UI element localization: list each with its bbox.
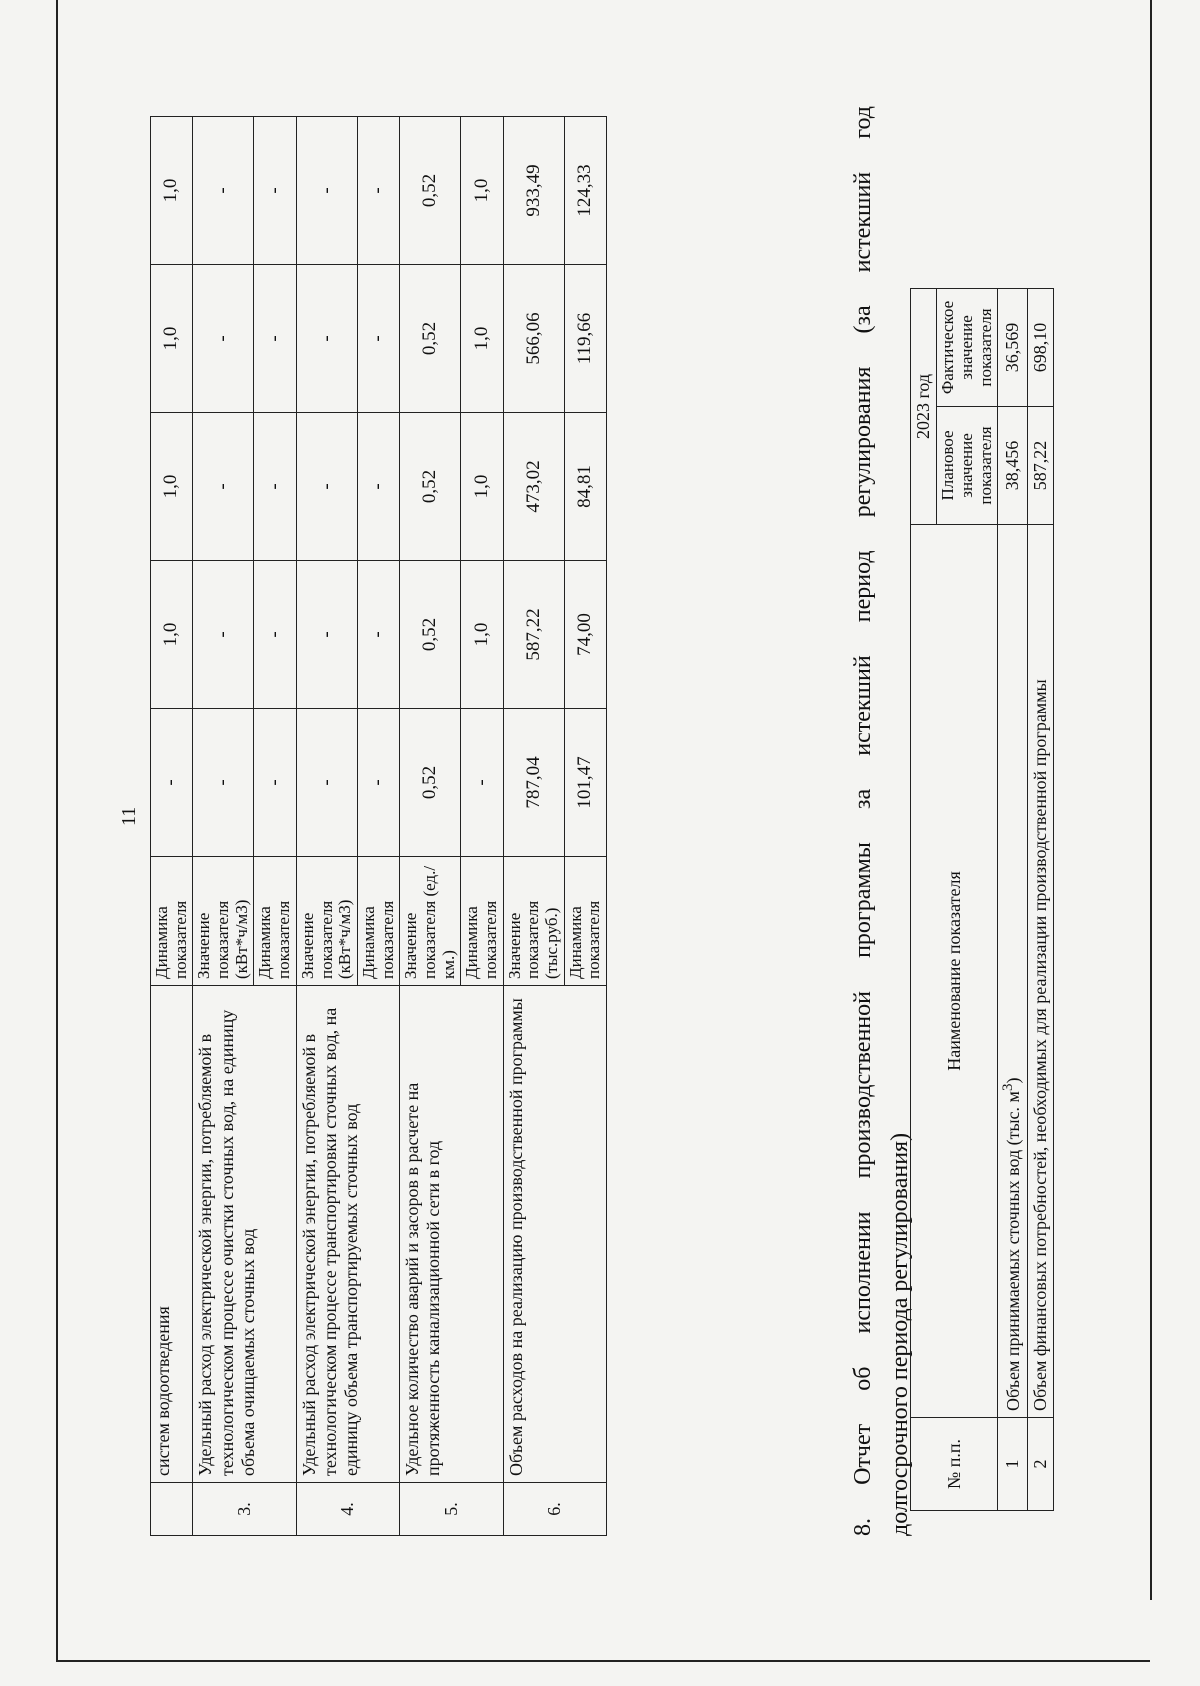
table-row: [998, 289, 1027, 1511]
value-cell: -: [254, 265, 296, 413]
value-cell: 1,0: [151, 117, 193, 265]
indicator-name-text: Объем принимаемых сточных вод (тыс. м: [1003, 1091, 1024, 1411]
value-cell: -: [151, 709, 193, 857]
row-number: 5.: [400, 1483, 503, 1536]
value-cell: 119,66: [564, 265, 606, 413]
value-cell: -: [296, 709, 357, 857]
indicator-label: Динамика показателя: [564, 857, 606, 986]
value-cell: -: [193, 561, 254, 709]
row-number: 2: [1027, 1418, 1053, 1511]
value-cell: 0,52: [400, 413, 461, 561]
value-cell: -: [357, 117, 399, 265]
section-8-heading-line2: долгосрочного периода регулирования): [887, 1132, 914, 1536]
page-number: 11: [118, 806, 140, 826]
indicator-name: Объем финансовых потребностей, необходимых для реализации производственной программы: [1027, 525, 1053, 1418]
value-cell: 933,49: [503, 117, 564, 265]
indicator-name: Удельное количество аварий и засоров в расчете на протяженность канализационной сети в год: [400, 986, 503, 1483]
section-8-heading: [845, 106, 919, 1536]
row-number: [151, 1483, 193, 1536]
row-number: 3.: [193, 1483, 296, 1536]
value-cell: -: [357, 413, 399, 561]
header-plan: Плановое значение показателя: [937, 407, 998, 525]
table-row: [151, 117, 193, 1536]
row-number: 6.: [503, 1483, 606, 1536]
value-cell: 84,81: [564, 413, 606, 561]
indicator-label: Значение показателя (тыс.руб.): [503, 857, 564, 986]
value-cell: 1,0: [151, 413, 193, 561]
value-cell: -: [461, 709, 503, 857]
value-cell: -: [357, 265, 399, 413]
value-cell: -: [254, 117, 296, 265]
indicator-label: Динамика показателя: [461, 857, 503, 986]
value-cell: -: [296, 413, 357, 561]
value-cell: 0,52: [400, 561, 461, 709]
indicator-name: Удельный расход электрической энергии, потребляемой в технологическом процессе очистки сточных вод, на единицу объема очищаемых сточных вод: [193, 986, 296, 1483]
table-row: [193, 117, 254, 1536]
value-cell: 0,52: [400, 709, 461, 857]
table-row: [503, 117, 564, 1536]
table-row: [1027, 289, 1053, 1511]
indicator-name: [998, 525, 1027, 1418]
fact-value: 36,569: [998, 289, 1027, 407]
plan-value: 38,456: [998, 407, 1027, 525]
indicators-table: [150, 116, 607, 1536]
table-row: [400, 117, 461, 1536]
value-cell: -: [357, 561, 399, 709]
row-number: 1: [998, 1418, 1027, 1511]
value-cell: -: [254, 709, 296, 857]
header-fact: Фактическое значение показателя: [937, 289, 998, 407]
indicator-name-suffix: ): [1003, 1077, 1024, 1084]
indicator-label: Динамика показателя: [357, 857, 399, 986]
row-number: 4.: [296, 1483, 399, 1536]
value-cell: 1,0: [461, 265, 503, 413]
section-8-heading-line1: 8. Отчет об исполнении производственной программы за истекший период регулирования (за истекший год: [850, 106, 876, 1536]
value-cell: 101,47: [564, 709, 606, 857]
value-cell: -: [193, 117, 254, 265]
value-cell: 787,04: [503, 709, 564, 857]
value-cell: -: [193, 709, 254, 857]
value-cell: -: [254, 561, 296, 709]
value-cell: 1,0: [461, 117, 503, 265]
value-cell: -: [357, 709, 399, 857]
header-num: № п.п.: [911, 1418, 998, 1511]
value-cell: -: [296, 561, 357, 709]
value-cell: 74,00: [564, 561, 606, 709]
value-cell: -: [254, 413, 296, 561]
indicator-name: Удельный расход электрической энергии, потребляемой в технологическом процессе транспортировки сточных вод, на единицу объема транспортируемых сточных вод: [296, 986, 399, 1483]
value-cell: -: [296, 117, 357, 265]
table-header-row: [911, 289, 937, 1511]
value-cell: 1,0: [461, 413, 503, 561]
indicator-label: Значение показателя (ед./км.): [400, 857, 461, 986]
header-name: Наименование показателя: [911, 525, 998, 1418]
value-cell: 124,33: [564, 117, 606, 265]
value-cell: 0,52: [400, 265, 461, 413]
fact-value: 698,10: [1027, 289, 1053, 407]
value-cell: -: [193, 413, 254, 561]
value-cell: 1,0: [151, 561, 193, 709]
indicator-unit-superscript: 3: [1000, 1083, 1017, 1092]
value-cell: 1,0: [461, 561, 503, 709]
value-cell: 566,06: [503, 265, 564, 413]
program-report-table: [910, 288, 1054, 1511]
indicator-label: Значение показателя (кВт*ч/м3): [296, 857, 357, 986]
header-year: 2023 год: [911, 289, 937, 525]
value-cell: 587,22: [503, 561, 564, 709]
value-cell: 0,52: [400, 117, 461, 265]
indicator-label: Динамика показателя: [254, 857, 296, 986]
plan-value: 587,22: [1027, 407, 1053, 525]
indicator-label: Значение показателя (кВт*ч/м3): [193, 857, 254, 986]
indicator-label: Динамика показателя: [151, 857, 193, 986]
value-cell: -: [296, 265, 357, 413]
value-cell: 473,02: [503, 413, 564, 561]
indicator-name: Объем расходов на реализацию производственной программы: [503, 986, 606, 1483]
value-cell: 1,0: [151, 265, 193, 413]
value-cell: -: [193, 265, 254, 413]
table-row: [296, 117, 357, 1536]
indicator-name: систем водоотведения: [151, 986, 193, 1483]
